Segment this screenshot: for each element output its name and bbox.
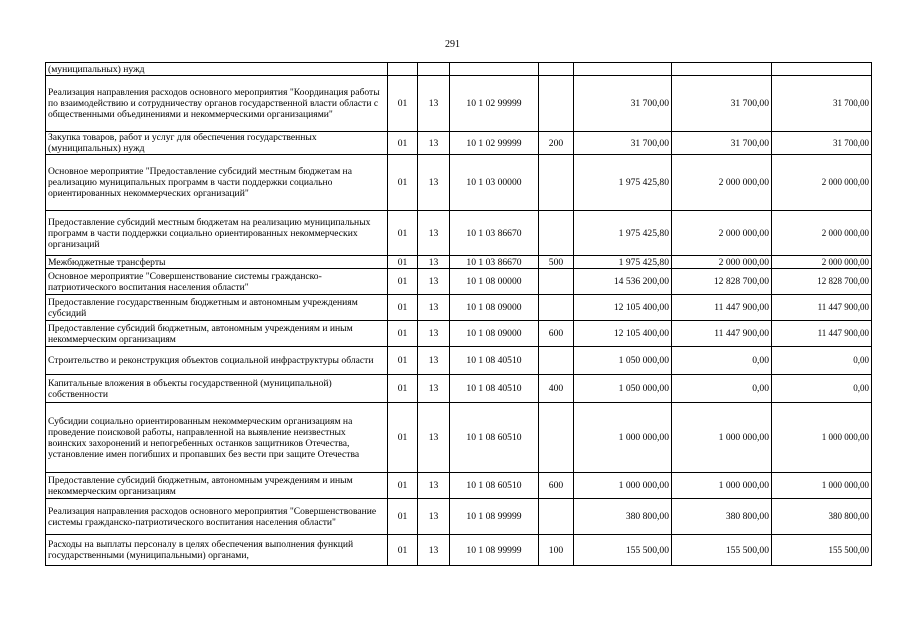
subsection-code: 13 [418,269,450,295]
amount-year-1: 1 975 425,80 [574,155,672,211]
section-code: 01 [388,321,418,347]
table-row [46,256,872,269]
page-number: 291 [445,39,460,50]
expense-type-code [539,295,574,321]
section-code: 01 [388,347,418,375]
amount-year-3: 2 000 000,00 [772,155,872,211]
item-name: Основное мероприятие "Совершенствование системы гражданско-патриотического воспитания населения области" [46,269,388,295]
amount-year-3: 155 500,00 [772,535,872,566]
subsection-code: 13 [418,535,450,566]
amount-year-3: 1 000 000,00 [772,473,872,499]
amount-year-3: 11 447 900,00 [772,321,872,347]
target-article-code: 10 1 08 99999 [450,499,539,535]
item-name: Капитальные вложения в объекты государственной (муниципальной) собственности [46,375,388,403]
amount-year-1: 31 700,00 [574,76,672,132]
expense-type-code [539,63,574,76]
amount-year-1: 380 800,00 [574,499,672,535]
subsection-code: 13 [418,473,450,499]
amount-year-1: 1 975 425,80 [574,211,672,256]
amount-year-2: 11 447 900,00 [672,321,772,347]
target-article-code: 10 1 08 60510 [450,403,539,473]
table-row [46,63,872,76]
section-code: 01 [388,403,418,473]
expense-type-code: 600 [539,321,574,347]
target-article-code [450,63,539,76]
table-row [46,403,872,473]
item-name: Закупка товаров, работ и услуг для обеспечения государственных (муниципальных) нужд [46,132,388,155]
amount-year-3: 12 828 700,00 [772,269,872,295]
target-article-code: 10 1 08 00000 [450,269,539,295]
amount-year-3: 11 447 900,00 [772,295,872,321]
amount-year-1 [574,63,672,76]
amount-year-2: 31 700,00 [672,132,772,155]
table-row [46,155,872,211]
amount-year-2: 12 828 700,00 [672,269,772,295]
table-row [46,295,872,321]
amount-year-2: 0,00 [672,347,772,375]
expense-type-code: 400 [539,375,574,403]
target-article-code: 10 1 08 09000 [450,321,539,347]
amount-year-3: 2 000 000,00 [772,256,872,269]
amount-year-3: 0,00 [772,347,872,375]
section-code [388,63,418,76]
amount-year-1: 1 050 000,00 [574,375,672,403]
subsection-code [418,63,450,76]
amount-year-1: 155 500,00 [574,535,672,566]
amount-year-2: 2 000 000,00 [672,155,772,211]
expense-type-code [539,76,574,132]
table-row [46,375,872,403]
target-article-code: 10 1 08 40510 [450,375,539,403]
item-name: Предоставление субсидий бюджетным, автономным учреждениям и иным некоммерческим организациям [46,321,388,347]
table-row [46,76,872,132]
expense-type-code [539,269,574,295]
target-article-code: 10 1 08 40510 [450,347,539,375]
target-article-code: 10 1 03 00000 [450,155,539,211]
amount-year-1: 1 975 425,80 [574,256,672,269]
amount-year-1: 12 105 400,00 [574,295,672,321]
table-row [46,473,872,499]
section-code: 01 [388,155,418,211]
amount-year-1: 12 105 400,00 [574,321,672,347]
amount-year-1: 1 000 000,00 [574,403,672,473]
item-name: Предоставление субсидий местным бюджетам на реализацию муниципальных программ в части поддержки социально ориентированных некоммерческих организаций [46,211,388,256]
expense-type-code: 600 [539,473,574,499]
section-code: 01 [388,132,418,155]
budget-table [45,62,872,566]
subsection-code: 13 [418,375,450,403]
amount-year-3 [772,63,872,76]
item-name: Основное мероприятие "Предоставление субсидий местным бюджетам на реализацию муниципальных программ в части поддержки социально ориентированных некоммерческих организаций" [46,155,388,211]
table-row [46,132,872,155]
item-name: Предоставление государственным бюджетным и автономным учреждениям субсидий [46,295,388,321]
item-name: Реализация направления расходов основного мероприятия "Координация работы по взаимодействию и сотрудничеству органов государственной власти области с общественными объединениями и некоммерческими организациями" [46,76,388,132]
amount-year-2: 155 500,00 [672,535,772,566]
subsection-code: 13 [418,347,450,375]
section-code: 01 [388,375,418,403]
amount-year-1: 1 050 000,00 [574,347,672,375]
table-row [46,211,872,256]
subsection-code: 13 [418,155,450,211]
subsection-code: 13 [418,499,450,535]
amount-year-2: 11 447 900,00 [672,295,772,321]
item-name: Реализация направления расходов основного мероприятия "Совершенствование системы гражданско-патриотического воспитания населения области" [46,499,388,535]
expense-type-code [539,211,574,256]
amount-year-2: 2 000 000,00 [672,256,772,269]
amount-year-3: 380 800,00 [772,499,872,535]
target-article-code: 10 1 08 60510 [450,473,539,499]
section-code: 01 [388,473,418,499]
amount-year-2 [672,63,772,76]
amount-year-3: 31 700,00 [772,132,872,155]
section-code: 01 [388,499,418,535]
target-article-code: 10 1 02 99999 [450,76,539,132]
item-name: Расходы на выплаты персоналу в целях обеспечения выполнения функций государственными (муниципальными) органами, [46,535,388,566]
amount-year-3: 1 000 000,00 [772,403,872,473]
subsection-code: 13 [418,211,450,256]
table-row [46,499,872,535]
expense-type-code: 200 [539,132,574,155]
amount-year-2: 380 800,00 [672,499,772,535]
item-name: (муниципальных) нужд [46,63,388,76]
expense-type-code [539,155,574,211]
target-article-code: 10 1 08 09000 [450,295,539,321]
amount-year-3: 31 700,00 [772,76,872,132]
target-article-code: 10 1 08 99999 [450,535,539,566]
table-row [46,269,872,295]
section-code: 01 [388,76,418,132]
amount-year-3: 2 000 000,00 [772,211,872,256]
amount-year-2: 31 700,00 [672,76,772,132]
expense-type-code [539,499,574,535]
subsection-code: 13 [418,76,450,132]
section-code: 01 [388,535,418,566]
amount-year-1: 1 000 000,00 [574,473,672,499]
amount-year-2: 1 000 000,00 [672,403,772,473]
amount-year-2: 2 000 000,00 [672,211,772,256]
table-row [46,321,872,347]
target-article-code: 10 1 02 99999 [450,132,539,155]
amount-year-3: 0,00 [772,375,872,403]
expense-type-code [539,347,574,375]
target-article-code: 10 1 03 86670 [450,211,539,256]
amount-year-2: 1 000 000,00 [672,473,772,499]
item-name: Субсидии социально ориентированным некоммерческим организациям на проведение поисковой работы, направленной на выявление неизвестных воинских захоронений и непогребенных останков защитников Отечества, установление имен погибших и пропавших без вести при защите Отечества [46,403,388,473]
target-article-code: 10 1 03 86670 [450,256,539,269]
subsection-code: 13 [418,295,450,321]
section-code: 01 [388,211,418,256]
subsection-code: 13 [418,256,450,269]
subsection-code: 13 [418,132,450,155]
item-name: Предоставление субсидий бюджетным, автономным учреждениям и иным некоммерческим организациям [46,473,388,499]
section-code: 01 [388,269,418,295]
amount-year-1: 31 700,00 [574,132,672,155]
subsection-code: 13 [418,321,450,347]
section-code: 01 [388,256,418,269]
subsection-code: 13 [418,403,450,473]
expense-type-code: 100 [539,535,574,566]
expense-type-code [539,403,574,473]
item-name: Строительство и реконструкция объектов социальной инфраструктуры области [46,347,388,375]
expense-type-code: 500 [539,256,574,269]
item-name: Межбюджетные трансферты [46,256,388,269]
amount-year-2: 0,00 [672,375,772,403]
table-row [46,347,872,375]
amount-year-1: 14 536 200,00 [574,269,672,295]
table-row [46,535,872,566]
section-code: 01 [388,295,418,321]
